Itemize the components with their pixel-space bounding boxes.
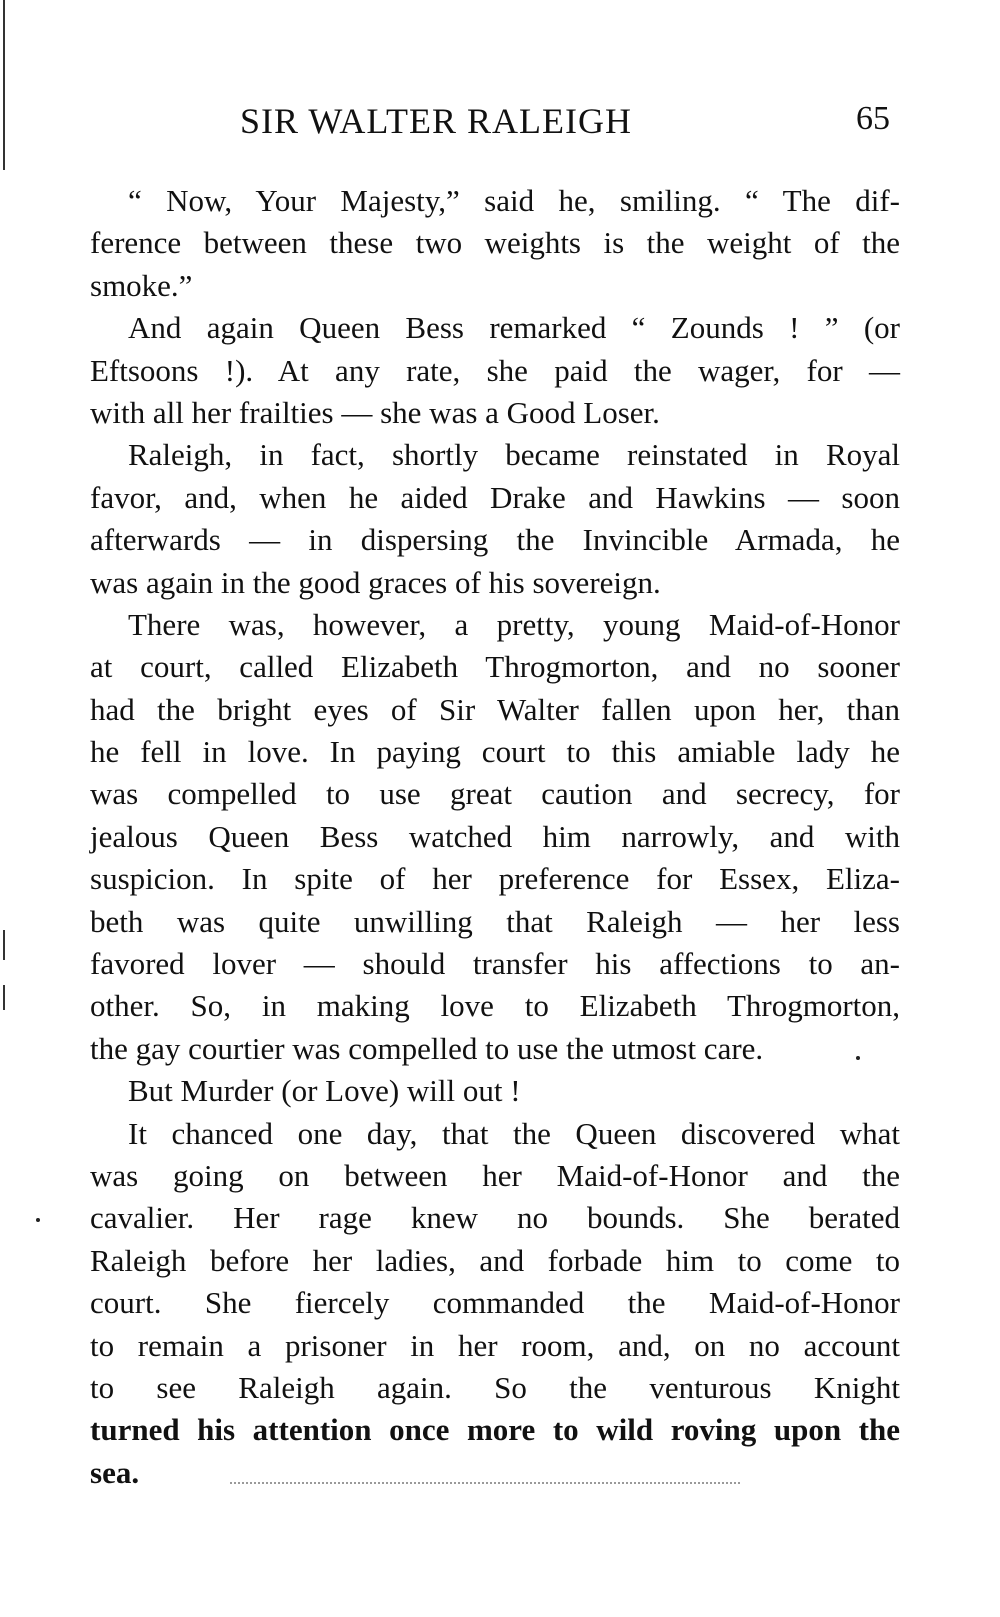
text-line: beth was quite unwilling that Raleigh — her less <box>90 903 900 939</box>
text-line: But Murder (or Love) will out ! <box>128 1073 521 1109</box>
text-line: had the bright eyes of Sir Walter fallen upon her, than <box>90 691 900 727</box>
text-line: jealous Queen Bess watched him narrowly, and with <box>90 818 900 854</box>
stray-dot <box>36 1218 40 1222</box>
text-line: was again in the good graces of his sovereign. <box>90 564 661 600</box>
text-line: Raleigh before her ladies, and forbade him to come to <box>90 1242 900 1278</box>
text-line: court. She fiercely commanded the Maid-of-Honor <box>90 1285 900 1321</box>
text-line: sea. <box>90 1454 140 1490</box>
text-line: to remain a prisoner in her room, and, on no account <box>90 1327 900 1363</box>
running-header <box>240 100 890 150</box>
text-line: Eftsoons !). At any rate, she paid the wager, for — <box>90 352 900 388</box>
print-bleed-noise <box>230 1482 740 1488</box>
text-line: There was, however, a pretty, young Maid-of-Honor <box>128 606 900 642</box>
text-line: And again Queen Bess remarked “ Zounds ! ” (or <box>128 310 900 346</box>
binding-edge <box>0 0 8 1617</box>
text-line: It chanced one day, that the Queen discovered what <box>128 1115 900 1151</box>
body-text <box>90 180 900 1494</box>
text-line: favored lover — should transfer his affections to an- <box>90 946 900 982</box>
text-line: at court, called Elizabeth Throgmorton, and no sooner <box>90 649 900 685</box>
stray-dot <box>856 1056 860 1060</box>
text-line: was compelled to use great caution and secrecy, for <box>90 776 900 812</box>
text-line: was going on between her Maid-of-Honor and the <box>90 1157 900 1193</box>
text-line: ference between these two weights is the weight of the <box>90 225 900 261</box>
text-line: other. So, in making love to Elizabeth Throgmorton, <box>90 988 900 1024</box>
text-line: suspicion. In spite of her preference for Essex, Eliza- <box>90 861 900 897</box>
text-line: the gay courtier was compelled to use the utmost care. <box>90 1030 764 1066</box>
text-line: to see Raleigh again. So the venturous Knight <box>90 1369 900 1405</box>
running-title: SIR WALTER RALEIGH <box>240 101 633 141</box>
text-line: Raleigh, in fact, shortly became reinstated in Royal <box>128 437 900 473</box>
text-line: afterwards — in dispersing the Invincible Armada, he <box>90 522 900 558</box>
text-line: turned his attention once more to wild roving upon the <box>90 1412 900 1448</box>
text-line: cavalier. Her rage knew no bounds. She berated <box>90 1200 900 1236</box>
text-line: “ Now, Your Majesty,” said he, smiling. “ The dif- <box>128 183 900 218</box>
text-line: he fell in love. In paying court to this amiable lady he <box>90 734 900 770</box>
page-number: 65 <box>856 100 890 137</box>
text-line: smoke.” <box>90 267 193 303</box>
text-line: with all her frailties — she was a Good Loser. <box>90 394 660 430</box>
text-line: favor, and, when he aided Drake and Hawkins — soon <box>90 479 900 515</box>
